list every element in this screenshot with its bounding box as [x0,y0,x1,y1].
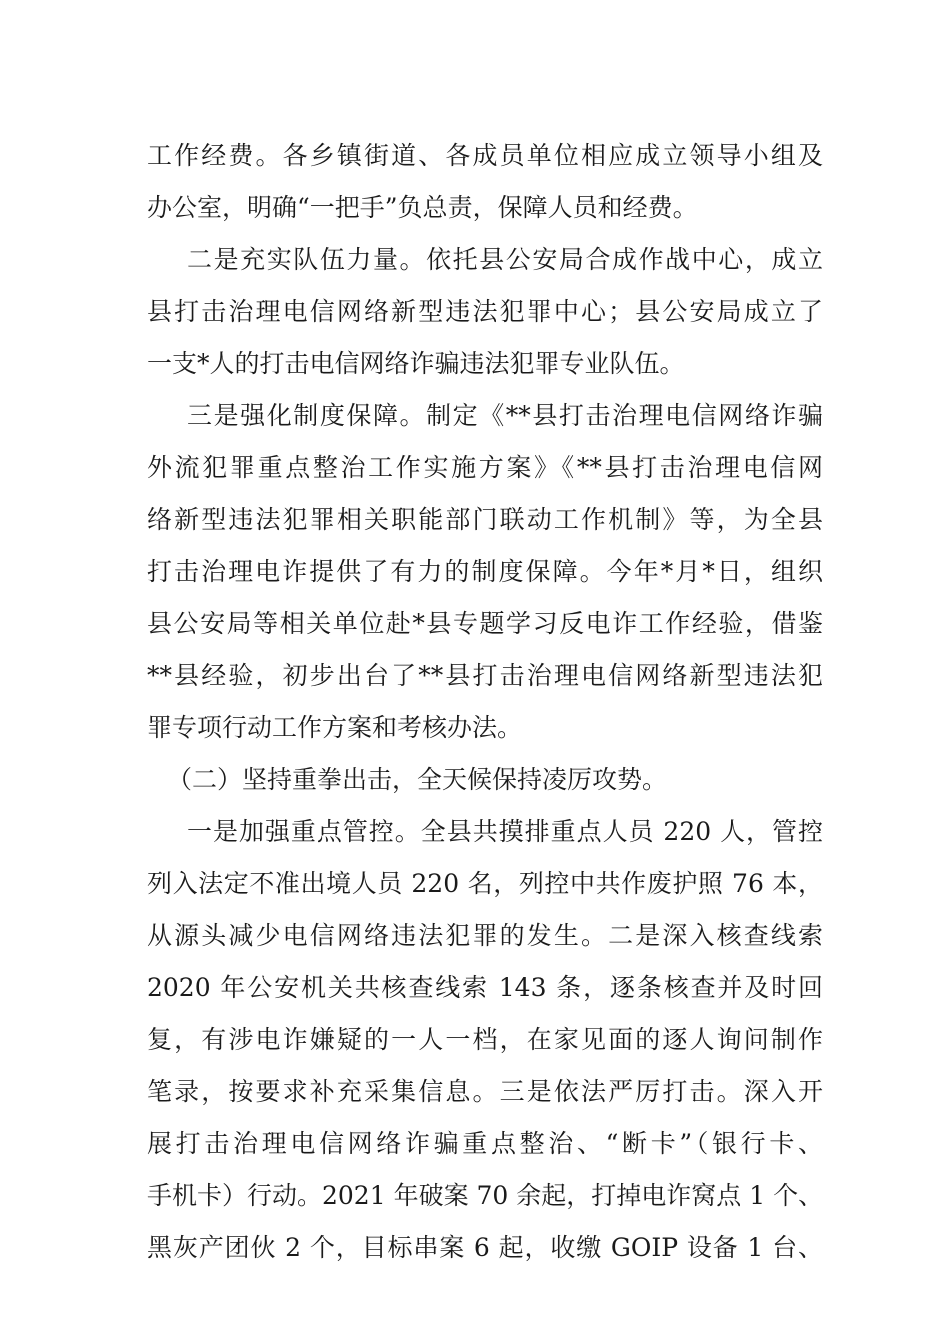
text-line: 2020 年公安机关共核查线索 143 条，逐条核查并及时回 [147,973,823,1002]
text-line: 黑灰产团伙 2 个，目标串案 6 起，收缴 GOIP 设备 1 台、 [147,1233,823,1262]
text-line: 从源头减少电信网络违法犯罪的发生。二是深入核查线索 [147,921,823,950]
paragraph-first-line: 一是加强重点管控。全县共摸排重点人员 220 人，管控 [187,817,823,846]
text-line: 络新型违法犯罪相关职能部门联动工作机制》等，为全县 [147,505,823,534]
paragraph-first-line: 三是强化制度保障。制定《**县打击治理电信网络诈骗 [187,401,823,430]
text-line: 手机卡）行动。2021 年破案 70 余起，打掉电诈窝点 1 个、 [147,1181,824,1210]
paragraph-end-line: 罪专项行动工作方案和考核办法。 [147,713,523,742]
text-line: 笔录，按要求补充采集信息。三是依法严厉打击。深入开 [147,1077,823,1106]
document-body [147,130,823,1274]
paragraph-first-line: 二是充实队伍力量。依托县公安局合成作战中心，成立 [187,245,823,274]
text-line: 县打击治理电信网络新型违法犯罪中心；县公安局成立了 [147,297,823,326]
text-line: 复，有涉电诈嫌疑的一人一档，在家见面的逐人询问制作 [147,1025,823,1054]
section-heading: （二）坚持重拳出击，全天候保持凌厉攻势。 [167,765,668,794]
paragraph-end-line: 一支*人的打击电信网络诈骗违法犯罪专业队伍。 [147,349,685,378]
text-line: 工作经费。各乡镇街道、各成员单位相应成立领导小组及 [147,141,823,170]
text-line: 县公安局等相关单位赴*县专题学习反电诈工作经验，借鉴 [147,609,823,638]
text-line: 列入法定不准出境人员 220 名，列控中共作废护照 76 本， [147,869,823,898]
text-line: **县经验，初步出台了**县打击治理电信网络新型违法犯 [147,661,823,690]
text-line: 展打击治理电信网络诈骗重点整治、“断卡”（银行卡、 [147,1129,823,1158]
text-line: 打击治理电诈提供了有力的制度保障。今年*月*日，组织 [147,557,823,586]
text-line: 外流犯罪重点整治工作实施方案》《**县打击治理电信网 [147,453,823,482]
paragraph-end-line: 办公室，明确“一把手”负总责，保障人员和经费。 [147,193,698,222]
